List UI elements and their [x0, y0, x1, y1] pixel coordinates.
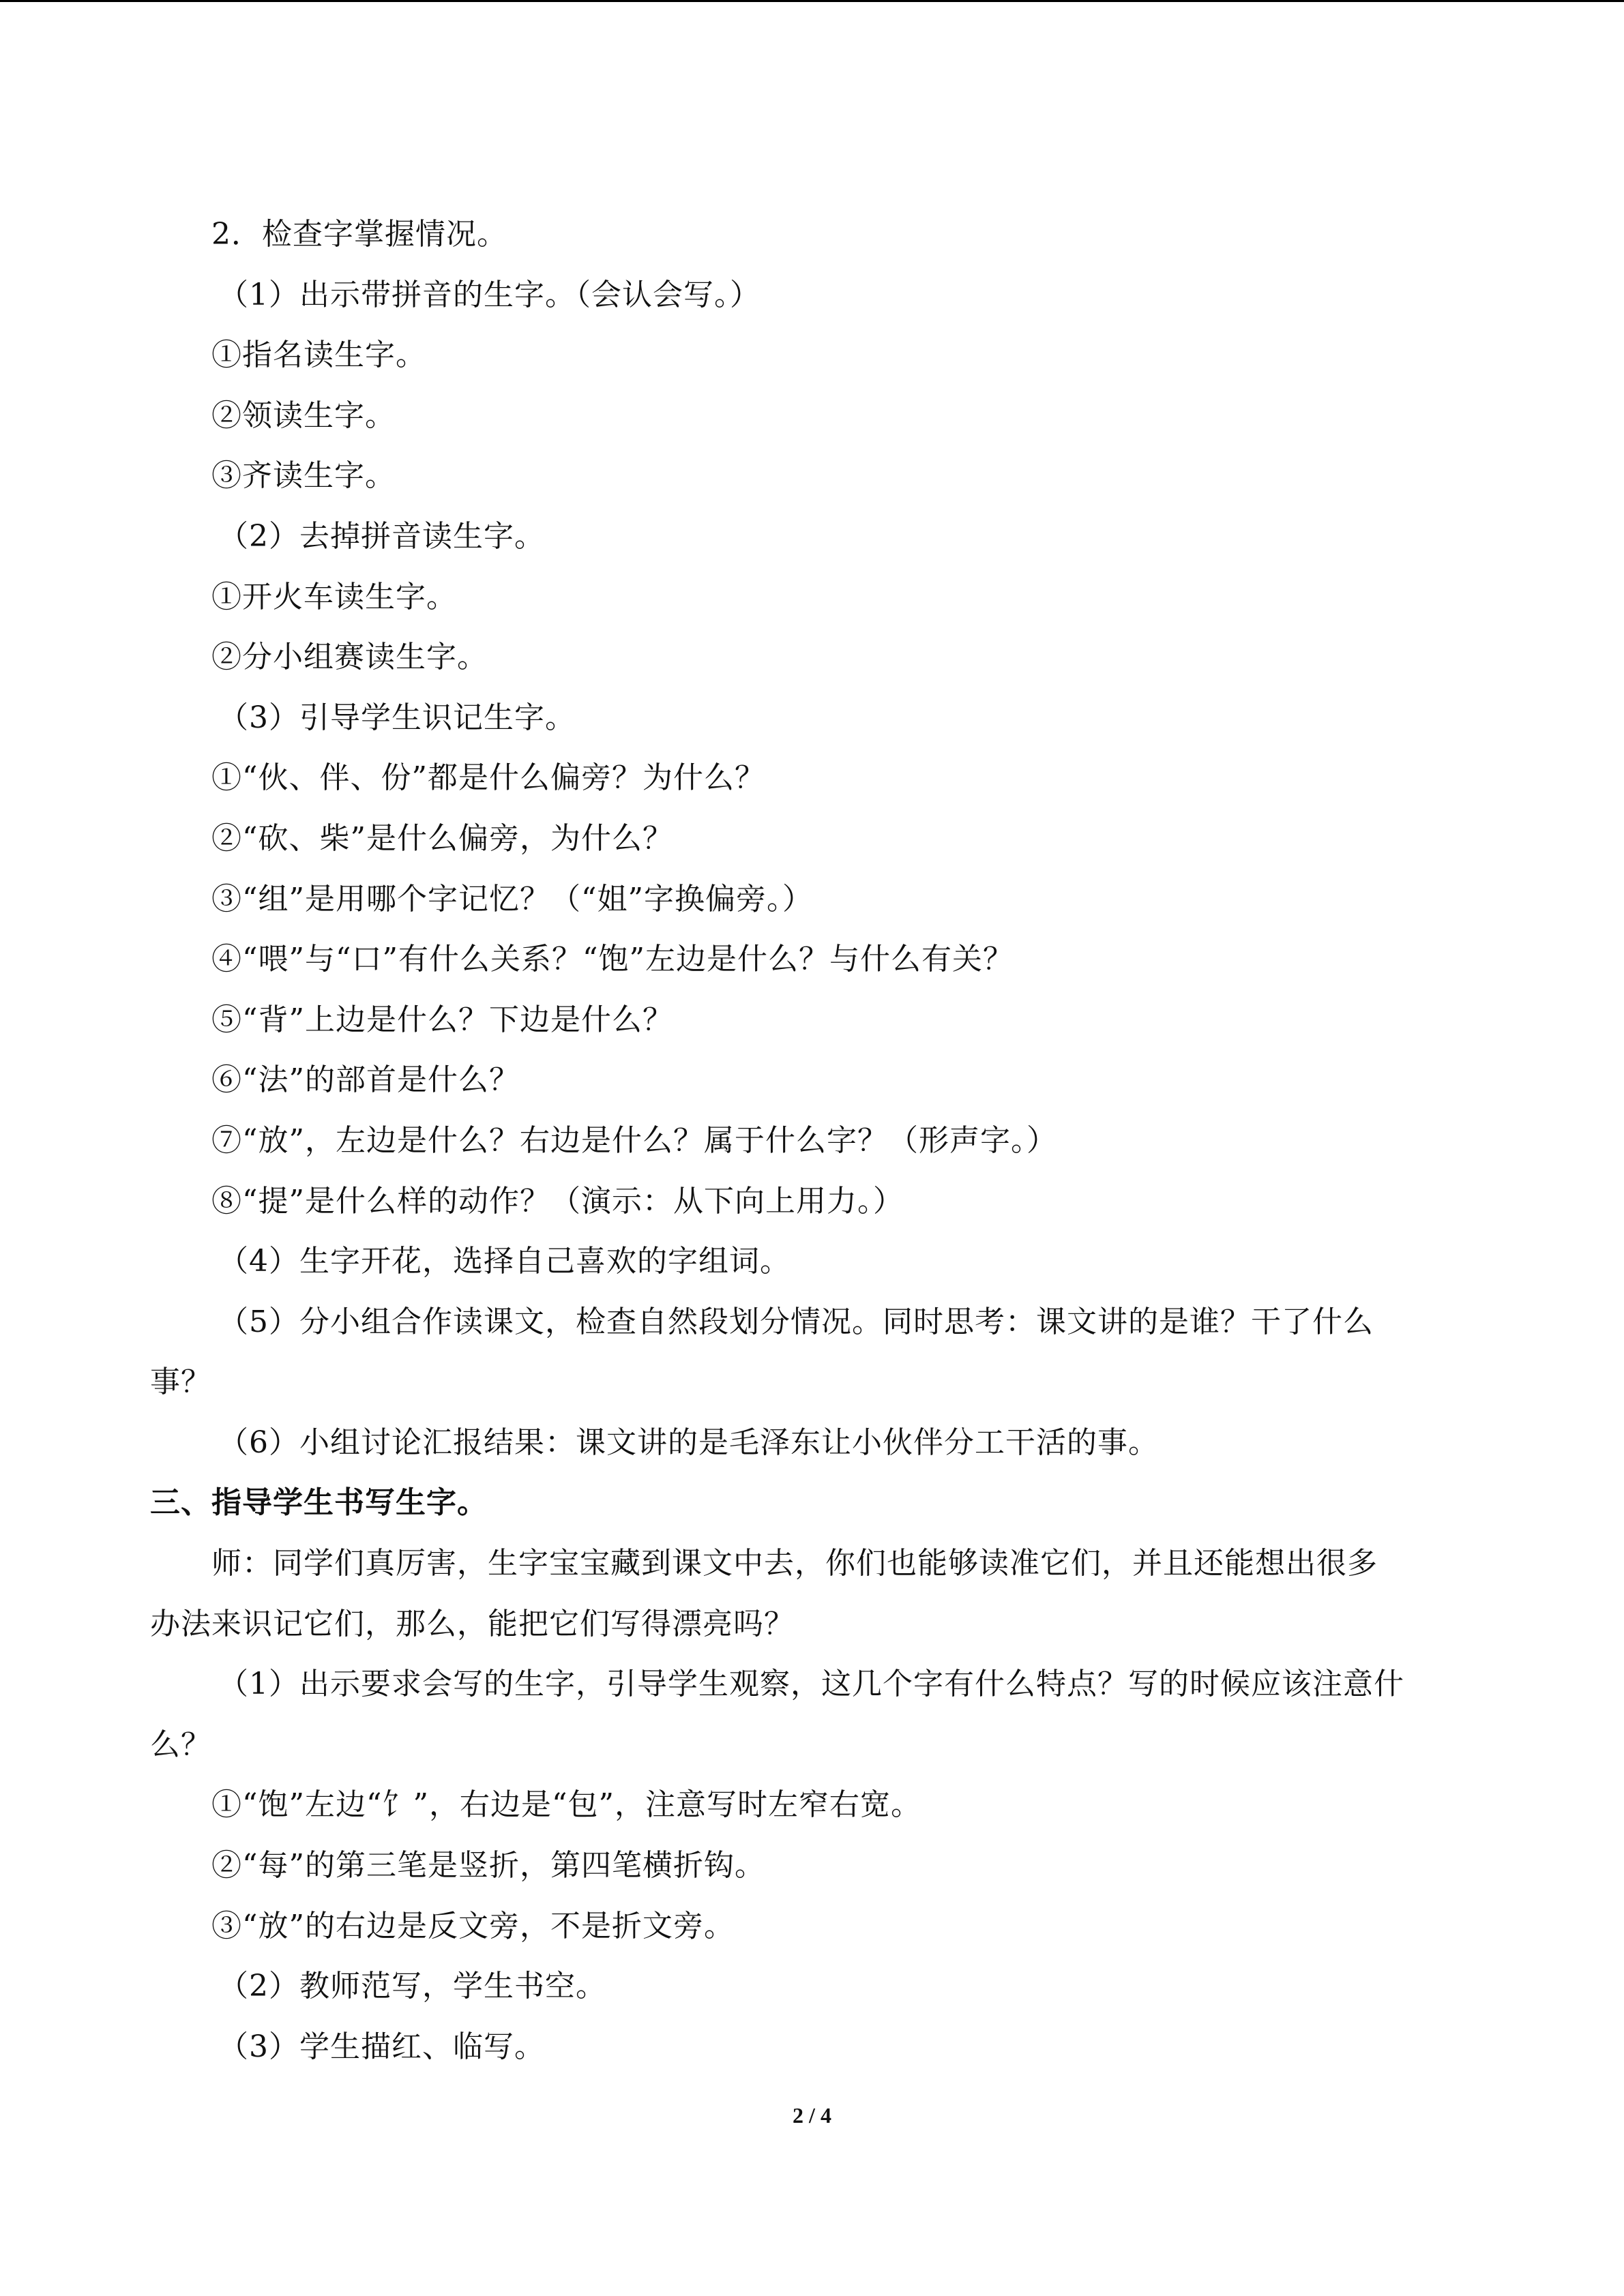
section-heading-3: 三、指导学生书写生字。: [150, 1485, 488, 1521]
writing-step-3: （3）学生描红、临写。: [218, 2029, 545, 2064]
list-item: ①“伙、伴、份”都是什么偏旁？为什么？: [211, 760, 765, 796]
list-item: ⑤“背”上边是什么？下边是什么？: [211, 1002, 673, 1037]
list-item: ⑧“提”是什么样的动作？（演示：从下向上用力。）: [211, 1183, 904, 1219]
list-item: ⑦“放”，左边是什么？右边是什么？属于什么字？（形声字。）: [211, 1122, 1057, 1158]
list-item: ④“喂”与“口”有什么关系？“饱”左边是什么？与什么有关？: [211, 942, 1014, 977]
sub-step-6: （6）小组讨论汇报结果：课文讲的是毛泽东让小伙伴分工干活的事。: [218, 1425, 1159, 1460]
step-heading-check-characters: 2．检查字掌握情况。: [211, 217, 507, 252]
list-item: ②领读生字。: [211, 398, 396, 433]
list-item: ⑥“法”的部首是什么？: [211, 1062, 520, 1098]
list-item: ①开火车读生字。: [211, 579, 457, 614]
list-item: ①指名读生字。: [211, 338, 426, 373]
sub-step-5: （5）分小组合作读课文，检查自然段划分情况。同时思考：课文讲的是谁？干了什么: [218, 1304, 1374, 1339]
sub-step-3: （3）引导学生识记生字。: [218, 700, 576, 735]
sub-step-2: （2）去掉拼音读生字。: [218, 518, 545, 554]
teacher-paragraph-continued: 办法来识记它们，那么，能把它们写得漂亮吗？: [150, 1606, 795, 1641]
writing-step-1: （1）出示要求会写的生字，引导学生观察，这几个字有什么特点？写的时候应该注意什: [218, 1667, 1404, 1702]
list-item: ③“组”是用哪个字记忆？（“姐”字换偏旁。）: [211, 881, 813, 916]
sub-step-1: （1）出示带拼音的生字。（会认会写。）: [218, 277, 761, 312]
document-body: [150, 205, 1487, 2077]
teacher-paragraph: 师：同学们真厉害，生字宝宝藏到课文中去，你们也能够读准它们，并且还能想出很多: [211, 1546, 1378, 1581]
list-item: ③齐读生字。: [211, 458, 396, 494]
list-item: ②分小组赛读生字。: [211, 640, 488, 675]
writing-step-1-continued: 么？: [150, 1727, 211, 1762]
page-number: 2 / 4: [793, 2103, 831, 2128]
top-border-rule: [0, 0, 1624, 2]
sub-step-5-continued: 事？: [150, 1365, 211, 1400]
list-item: ①“饱”左边“饣”，右边是“包”，注意写时左窄右宽。: [211, 1787, 921, 1823]
list-item: ②“砍、柴”是什么偏旁，为什么？: [211, 820, 673, 856]
list-item: ③“放”的右边是反文旁，不是折文旁。: [211, 1908, 735, 1943]
sub-step-4: （4）生字开花，选择自己喜欢的字组词。: [218, 1244, 791, 1279]
writing-step-2: （2）教师范写，学生书空。: [218, 1969, 606, 2004]
list-item: ②“每”的第三笔是竖折，第四笔横折钩。: [211, 1848, 765, 1883]
